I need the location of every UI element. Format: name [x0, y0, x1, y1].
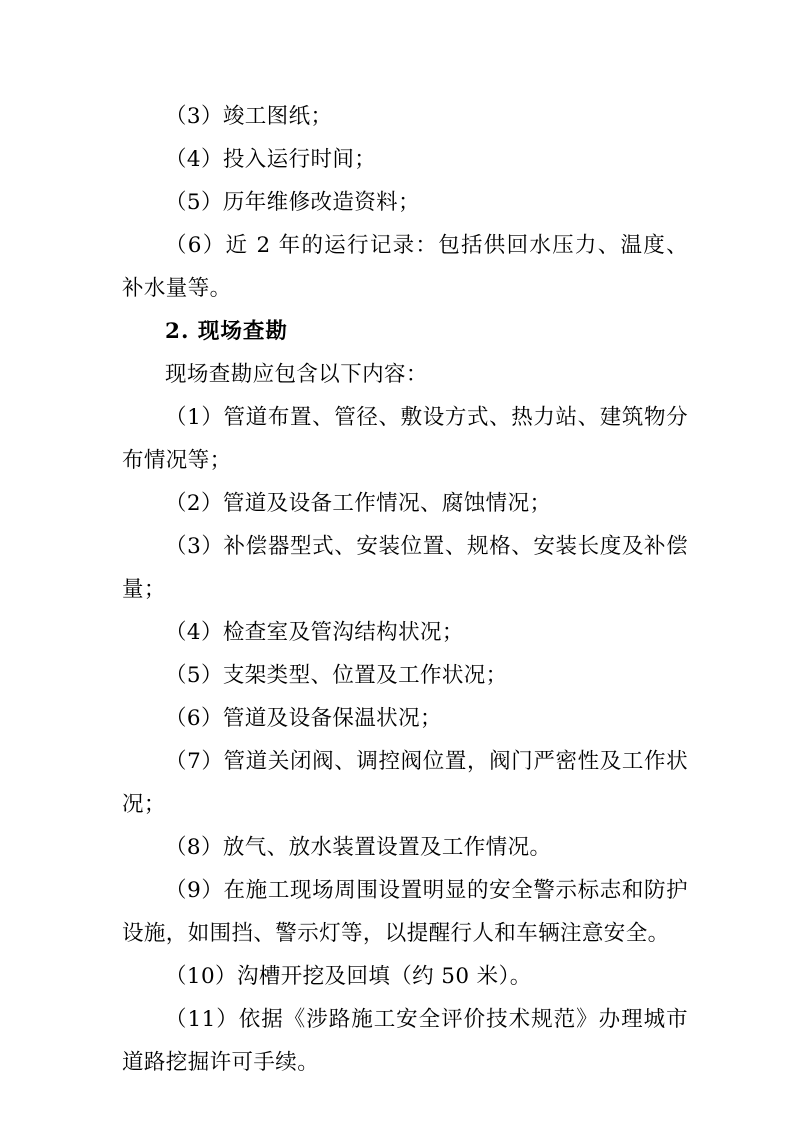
paragraph-survey-11: （11）依据《涉路施工安全评价技术规范》办理城市道路挖掘许可手续。 — [122, 1007, 688, 1075]
paragraph-survey-3: （3）补偿器型式、安装位置、规格、安装长度及补偿量； — [122, 534, 688, 602]
paragraph-survey-1: （1）管道布置、管径、敷设方式、热力站、建筑物分布情况等； — [122, 405, 688, 473]
paragraph-survey-4: （4）检查室及管沟结构状况； — [165, 620, 464, 645]
paragraph-survey-5: （5）支架类型、位置及工作状况； — [165, 663, 508, 688]
paragraph-item-4: （4）投入运行时间； — [165, 147, 377, 172]
paragraph-item-5: （5）历年维修改造资料； — [165, 190, 420, 215]
document-body — [122, 95, 688, 1084]
paragraph-section-2-intro: 现场查勘应包含以下内容： — [165, 362, 428, 387]
paragraph-survey-10: （10）沟槽开挖及回填（约 50 米）。 — [165, 964, 532, 989]
paragraph-survey-2: （2）管道及设备工作情况、腐蚀情况； — [165, 491, 552, 516]
paragraph-item-3: （3）竣工图纸； — [165, 104, 333, 129]
paragraph-survey-8: （8）放气、放水装置设置及工作情况。 — [165, 835, 552, 860]
paragraph-survey-9: （9）在施工现场周围设置明显的安全警示标志和防护设施，如围挡、警示灯等，以提醒行人和车辆注意安全。 — [122, 878, 688, 946]
paragraph-survey-7: （7）管道关闭阀、调控阀位置，阀门严密性及工作状况； — [122, 749, 688, 817]
paragraph-survey-6: （6）管道及设备保温状况； — [165, 706, 442, 731]
section-heading-2: 2. 现场查勘 — [165, 319, 288, 344]
paragraph-item-6: （6）近 2 年的运行记录：包括供回水压力、温度、补水量等。 — [122, 233, 688, 301]
